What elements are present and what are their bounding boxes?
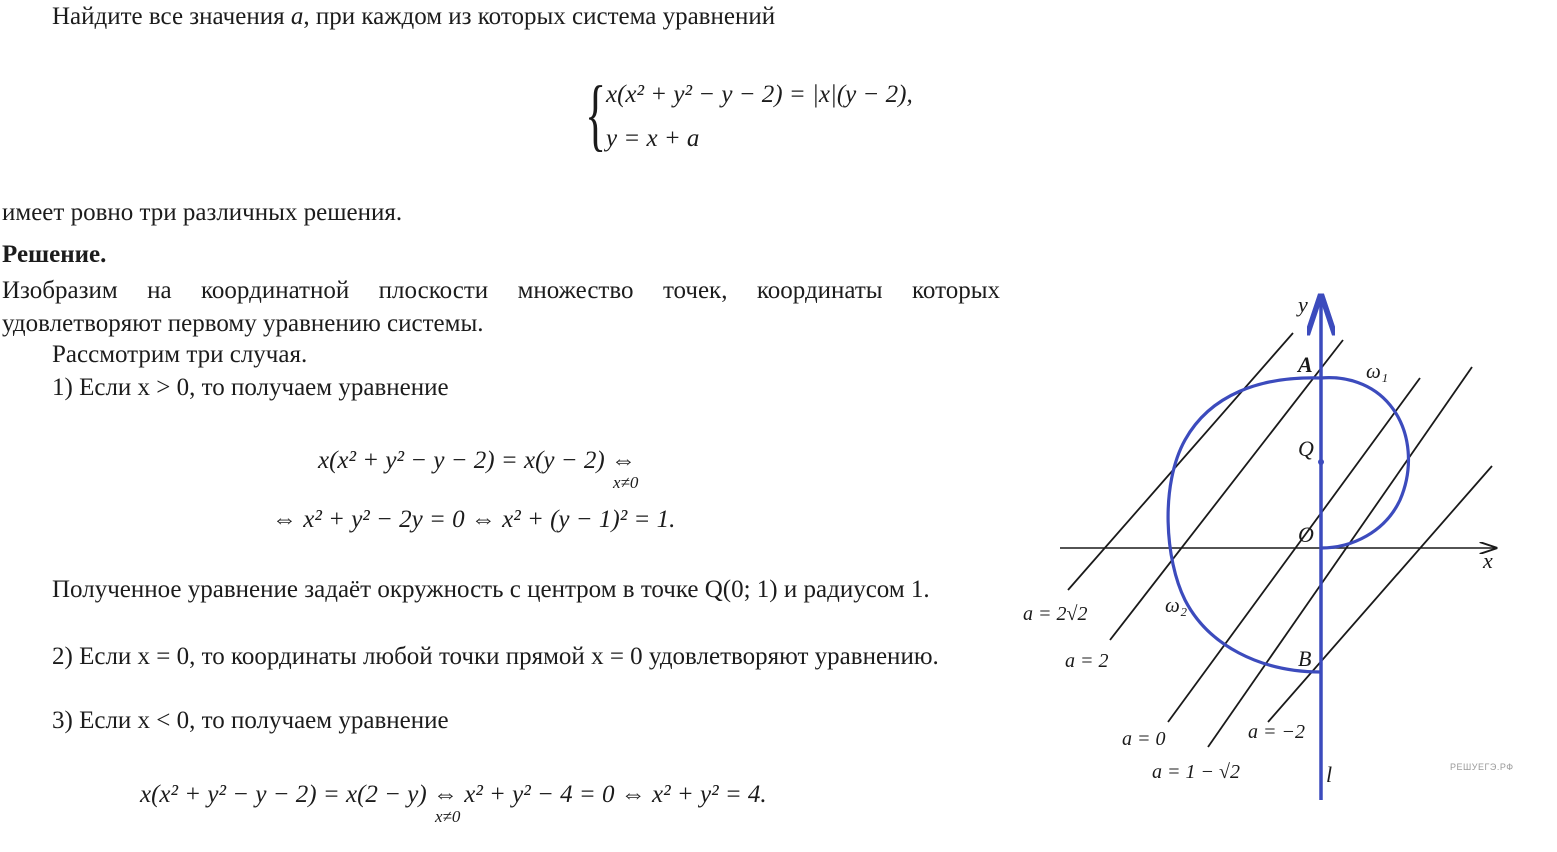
case1-intro: 1) Если x > 0, то получаем уравнение <box>52 374 449 401</box>
label-a-1msqrt2: a = 1 − √2 <box>1152 761 1240 783</box>
line-a-1msqrt2 <box>1208 367 1472 747</box>
axis-x-label: x <box>1483 548 1493 573</box>
case2-text: 2) Если x = 0, то координаты любой точки прямой x = 0 удовлетворяют уравнению. <box>52 643 939 670</box>
case1-equivalence: ⇔ x≠0 <box>611 446 636 476</box>
system-brace: { <box>585 71 607 159</box>
case1-condition: x≠0 <box>612 473 639 492</box>
line-a-minus2 <box>1268 466 1492 722</box>
problem-ending: имеет ровно три различных решения. <box>2 199 403 226</box>
problem-intro-tail: , при каждом из которых система уравнений <box>303 3 776 30</box>
case3-eq-right: x² + y² − 4 = 0 ⇔ x² + y² = 4. <box>464 781 767 808</box>
point-O-label: O <box>1298 522 1314 547</box>
solution-cases-intro: Рассмотрим три случая. <box>52 341 308 368</box>
omega1-label: ω₁ <box>1366 359 1389 383</box>
case3-condition: x≠0 <box>434 807 461 826</box>
label-a-minus2: a = −2 <box>1248 721 1305 743</box>
point-Q-marker <box>1318 459 1324 465</box>
solution-paragraph-1: Изобразим на координатной плоскости множество точек, координаты которых удовлетворяют первому уравнению системы. <box>2 277 1000 337</box>
point-B-label: B <box>1298 646 1312 671</box>
point-A-label: A <box>1298 352 1313 377</box>
point-Q-label: Q <box>1298 436 1314 461</box>
line-l-label: l <box>1326 762 1333 787</box>
case1-eq1-text: x(x² + y² − y − 2) = x(y − 2) <box>318 447 605 474</box>
line-a-2 <box>1110 340 1343 640</box>
axis-y-label: y <box>1298 292 1308 317</box>
problem-param: a <box>290 3 304 30</box>
case1-equation-2: ⇔ x² + y² − 2y = 0 ⇔ x² + (y − 1)² = 1. <box>272 506 676 533</box>
problem-intro-text: Найдите все значения <box>52 3 285 30</box>
solution-heading: Решение. <box>2 241 107 268</box>
label-a-2: a = 2 <box>1065 650 1109 672</box>
case3-intro: 3) Если x < 0, то получаем уравнение <box>52 707 449 734</box>
case3-eq-left: x(x² + y² − y − 2) = x(2 − y) <box>140 781 427 808</box>
label-a-2sqrt2: a = 2√2 <box>1023 603 1088 625</box>
solution-paragraph-3: Полученное уравнение задаёт окружность с центром в точке Q(0; 1) и радиусом 1. <box>52 576 930 603</box>
omega2-label: ω₂ <box>1165 593 1188 617</box>
system-eq2: y = x + a <box>606 125 700 152</box>
label-a-0: a = 0 <box>1122 728 1166 750</box>
system-eq1: x(x² + y² − y − 2) = |x|(y − 2), <box>606 81 913 108</box>
watermark: РЕШУЕГЭ.РФ <box>1450 762 1514 772</box>
case3-equivalence: ⇔ x≠0 <box>433 780 458 810</box>
line-a-2sqrt2 <box>1068 333 1293 590</box>
